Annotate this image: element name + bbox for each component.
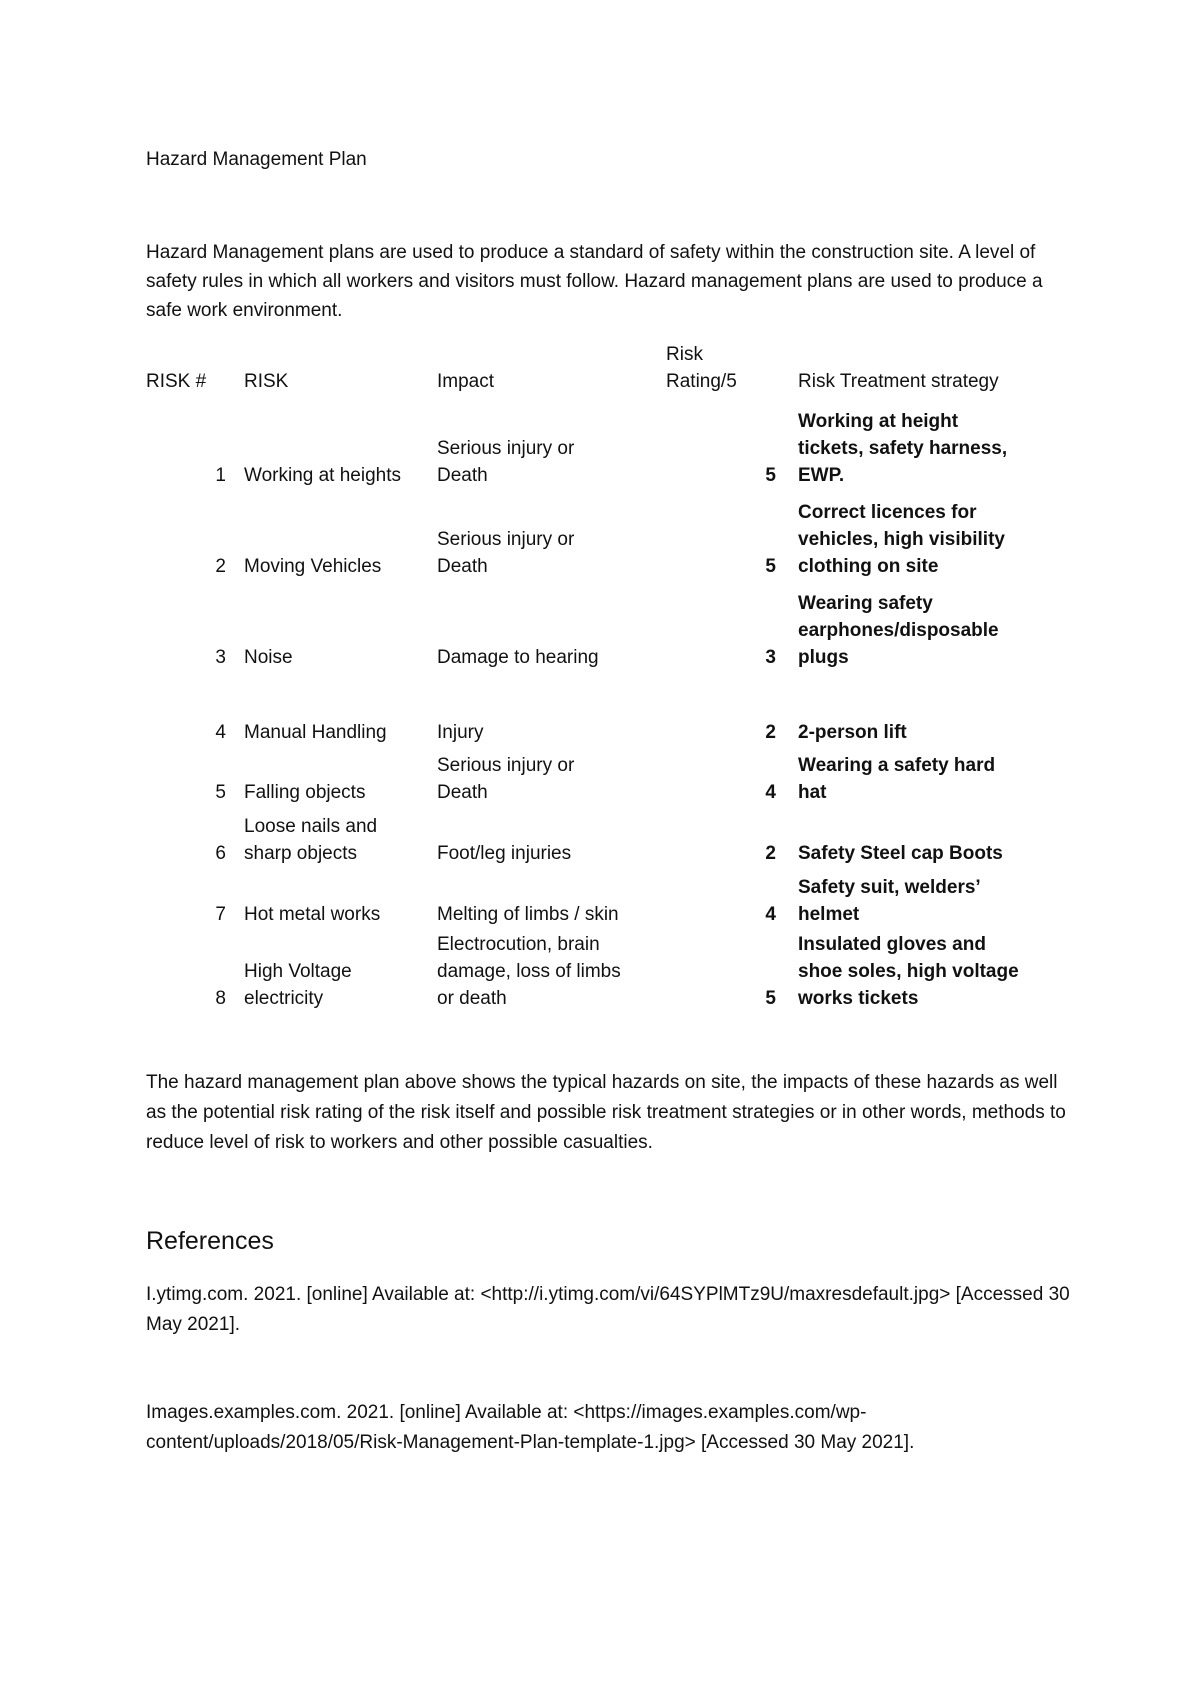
risk-impact bbox=[437, 435, 657, 489]
risk-name-line: Falling objects bbox=[244, 782, 366, 803]
risk-rating bbox=[666, 840, 776, 867]
risk-treatment-line: 2-person lift bbox=[798, 722, 907, 743]
risk-number bbox=[146, 644, 226, 671]
risk-impact-line: Death bbox=[437, 556, 488, 577]
risk-name bbox=[244, 719, 434, 746]
risk-treatment-line: shoe soles, high voltage bbox=[798, 961, 1019, 982]
risk-rating bbox=[666, 901, 776, 928]
risk-impact-line: Death bbox=[437, 782, 488, 803]
risk-treatment-line: hat bbox=[798, 782, 827, 803]
risk-name bbox=[244, 958, 434, 1012]
risk-rating bbox=[666, 462, 776, 489]
risk-treatment bbox=[798, 408, 1038, 489]
risk-treatment-line: plugs bbox=[798, 647, 849, 668]
risk-name-line: Manual Handling bbox=[244, 722, 387, 743]
risk-treatment bbox=[798, 931, 1038, 1012]
risk-rating-value: 2 bbox=[765, 722, 776, 743]
risk-name bbox=[244, 901, 434, 928]
risk-impact bbox=[437, 526, 657, 580]
risk-treatment-line: earphones/disposable bbox=[798, 620, 999, 641]
risk-rating-value: 2 bbox=[765, 843, 776, 864]
risk-treatment bbox=[798, 719, 1038, 746]
risk-rating bbox=[666, 985, 776, 1012]
risk-impact bbox=[437, 901, 657, 928]
risk-treatment-line: Wearing safety bbox=[798, 593, 933, 614]
risk-number-value: 5 bbox=[215, 782, 226, 803]
risk-rating bbox=[666, 719, 776, 746]
risk-number bbox=[146, 840, 226, 867]
header-risk-rating bbox=[666, 341, 776, 395]
risk-name bbox=[244, 644, 434, 671]
header-risk-number-label: RISK # bbox=[146, 371, 207, 392]
risk-treatment-line: tickets, safety harness, bbox=[798, 438, 1008, 459]
risk-number-value: 7 bbox=[215, 904, 226, 925]
risk-name bbox=[244, 553, 434, 580]
header-risk-number bbox=[146, 368, 226, 395]
risk-rating-value: 5 bbox=[765, 988, 776, 1009]
risk-impact-line: Serious injury or bbox=[437, 755, 575, 776]
risk-rating bbox=[666, 779, 776, 806]
risk-impact bbox=[437, 752, 657, 806]
risk-rating-value: 4 bbox=[765, 904, 776, 925]
risk-number bbox=[146, 985, 226, 1012]
risk-treatment bbox=[798, 499, 1038, 580]
risk-name bbox=[244, 779, 434, 806]
risk-name-line: sharp objects bbox=[244, 843, 358, 864]
risk-number-value: 8 bbox=[215, 988, 226, 1009]
risk-treatment-line: Wearing a safety hard bbox=[798, 755, 996, 776]
risk-number-value: 3 bbox=[215, 647, 226, 668]
risk-impact-line: Foot/leg injuries bbox=[437, 843, 572, 864]
risk-treatment-line: Safety suit, welders’ bbox=[798, 877, 981, 898]
risk-name-line: Noise bbox=[244, 647, 293, 668]
risk-name-line: Working at heights bbox=[244, 465, 402, 486]
risk-impact bbox=[437, 719, 657, 746]
risk-impact-line: Serious injury or bbox=[437, 438, 575, 459]
risk-number-value: 4 bbox=[215, 722, 226, 743]
risk-rating bbox=[666, 644, 776, 671]
risk-rating-value: 5 bbox=[765, 556, 776, 577]
risk-treatment-line: helmet bbox=[798, 904, 860, 925]
risk-number bbox=[146, 719, 226, 746]
risk-impact-line: damage, loss of limbs bbox=[437, 961, 621, 982]
risk-treatment-line: Working at height bbox=[798, 411, 959, 432]
risk-treatment-line: Insulated gloves and bbox=[798, 934, 986, 955]
summary-paragraph: The hazard management plan above shows the typical hazards on site, the impacts of these hazards as well as the potential risk rating of the risk itself and possible risk treatment strategies or in other words, methods to reduce level of risk to workers and other possible casualties. bbox=[146, 1072, 1066, 1153]
risk-treatment bbox=[798, 874, 1038, 928]
risk-impact bbox=[437, 644, 657, 671]
risk-treatment-line: EWP. bbox=[798, 465, 845, 486]
risk-name-line: Moving Vehicles bbox=[244, 556, 382, 577]
risk-rating-value: 5 bbox=[765, 465, 776, 486]
header-risk bbox=[244, 368, 434, 395]
document-title: Hazard Management Plan bbox=[146, 149, 367, 170]
risk-number-value: 6 bbox=[215, 843, 226, 864]
header-risk-rating-line2: Rating/5 bbox=[666, 371, 737, 392]
risk-number bbox=[146, 779, 226, 806]
risk-name-line: Hot metal works bbox=[244, 904, 381, 925]
header-treatment bbox=[798, 368, 1038, 395]
risk-treatment-line: clothing on site bbox=[798, 556, 939, 577]
risk-number bbox=[146, 462, 226, 489]
header-treatment-label: Risk Treatment strategy bbox=[798, 371, 999, 392]
risk-impact-line: Serious injury or bbox=[437, 529, 575, 550]
reference-item: I.ytimg.com. 2021. [online] Available at: <http://i.ytimg.com/vi/64SYPlMTz9U/maxresdefault.jpg> [Accessed 30 May 2021]. bbox=[146, 1284, 1070, 1335]
risk-number bbox=[146, 901, 226, 928]
risk-number-value: 1 bbox=[215, 465, 226, 486]
risk-name bbox=[244, 462, 434, 489]
risk-name bbox=[244, 813, 434, 867]
header-risk-label: RISK bbox=[244, 371, 289, 392]
header-impact-label: Impact bbox=[437, 371, 495, 392]
risk-rating-value: 3 bbox=[765, 647, 776, 668]
risk-name-line: Loose nails and bbox=[244, 816, 378, 837]
risk-number bbox=[146, 553, 226, 580]
references-heading: References bbox=[146, 1227, 274, 1255]
risk-impact-line: Melting of limbs / skin bbox=[437, 904, 619, 925]
header-risk-rating-line1: Risk bbox=[666, 344, 703, 365]
risk-treatment bbox=[798, 840, 1038, 867]
risk-impact-line: or death bbox=[437, 988, 507, 1009]
risk-impact-line: Electrocution, brain bbox=[437, 934, 600, 955]
risk-treatment-line: works tickets bbox=[798, 988, 919, 1009]
reference-item: Images.examples.com. 2021. [online] Available at: <https://images.examples.com/wp-content/uploads/2018/05/Risk-Management-Plan-template-1.jpg> [Accessed 30 May 2021]. bbox=[146, 1402, 915, 1453]
risk-impact bbox=[437, 931, 657, 1012]
risk-treatment bbox=[798, 752, 1038, 806]
risk-treatment bbox=[798, 590, 1038, 671]
risk-impact bbox=[437, 840, 657, 867]
risk-number-value: 2 bbox=[215, 556, 226, 577]
risk-treatment-line: vehicles, high visibility bbox=[798, 529, 1005, 550]
intro-paragraph: Hazard Management plans are used to produce a standard of safety within the construction site. A level of safety rules in which all workers and visitors must follow. Hazard management plans are used to produce a safe work environment. bbox=[146, 242, 1043, 321]
risk-rating-value: 4 bbox=[765, 782, 776, 803]
risk-treatment-line: Safety Steel cap Boots bbox=[798, 843, 1003, 864]
risk-impact-line: Injury bbox=[437, 722, 484, 743]
risk-name-line: High Voltage bbox=[244, 961, 352, 982]
risk-impact-line: Death bbox=[437, 465, 488, 486]
risk-rating bbox=[666, 553, 776, 580]
risk-name-line: electricity bbox=[244, 988, 324, 1009]
risk-treatment-line: Correct licences for bbox=[798, 502, 977, 523]
risk-impact-line: Damage to hearing bbox=[437, 647, 599, 668]
header-impact bbox=[437, 368, 657, 395]
